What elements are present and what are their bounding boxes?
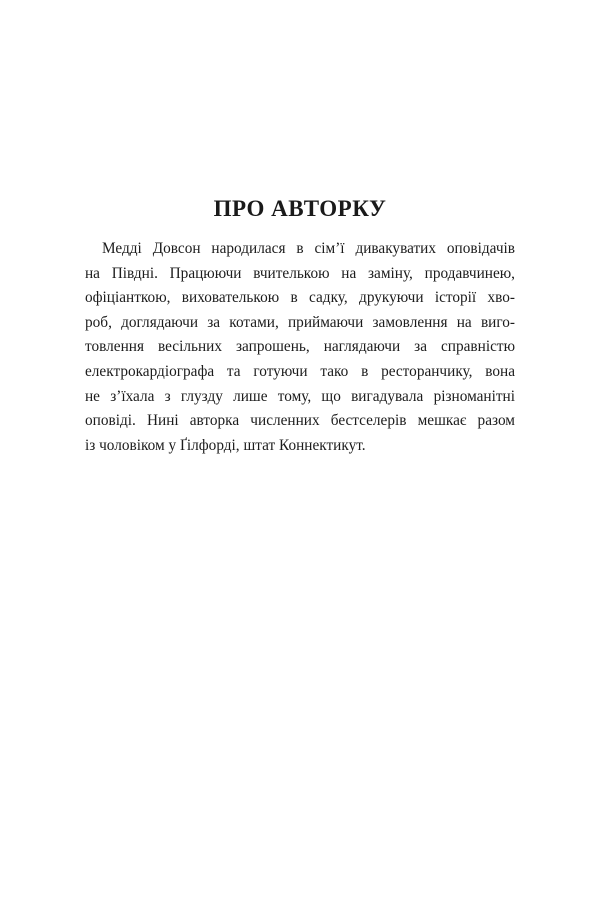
bio-line: електрокардіографа та готуючи тако в ресторанчику, вона xyxy=(85,362,515,380)
bio-line: із чоловіком у Ґілфорді, штат Коннектикут. xyxy=(85,436,366,454)
bio-line: не з’їхала з глузду лише тому, що вигадувала різноманітні xyxy=(85,387,515,405)
bio-line: роб, доглядаючи за котами, приймаючи замовлення на виго- xyxy=(85,313,515,331)
page-title: ПРО АВТОРКУ xyxy=(213,196,387,221)
bio-line: офіціанткою, вихователькою в садку, друкуючи історії хво- xyxy=(85,289,515,307)
author-bio-paragraph xyxy=(85,237,515,458)
bio-line: товлення весільних запрошень, наглядаючи за справністю xyxy=(85,338,515,356)
bio-line: оповіді. Нині авторка численних бестселерів мешкає разом xyxy=(85,412,515,430)
bio-line: на Півдні. Працюючи вчителькою на заміну, продавчинею, xyxy=(85,264,515,282)
bio-line: Медді Довсон народилася в сім’ї дивакуватих оповідачів xyxy=(102,240,515,257)
